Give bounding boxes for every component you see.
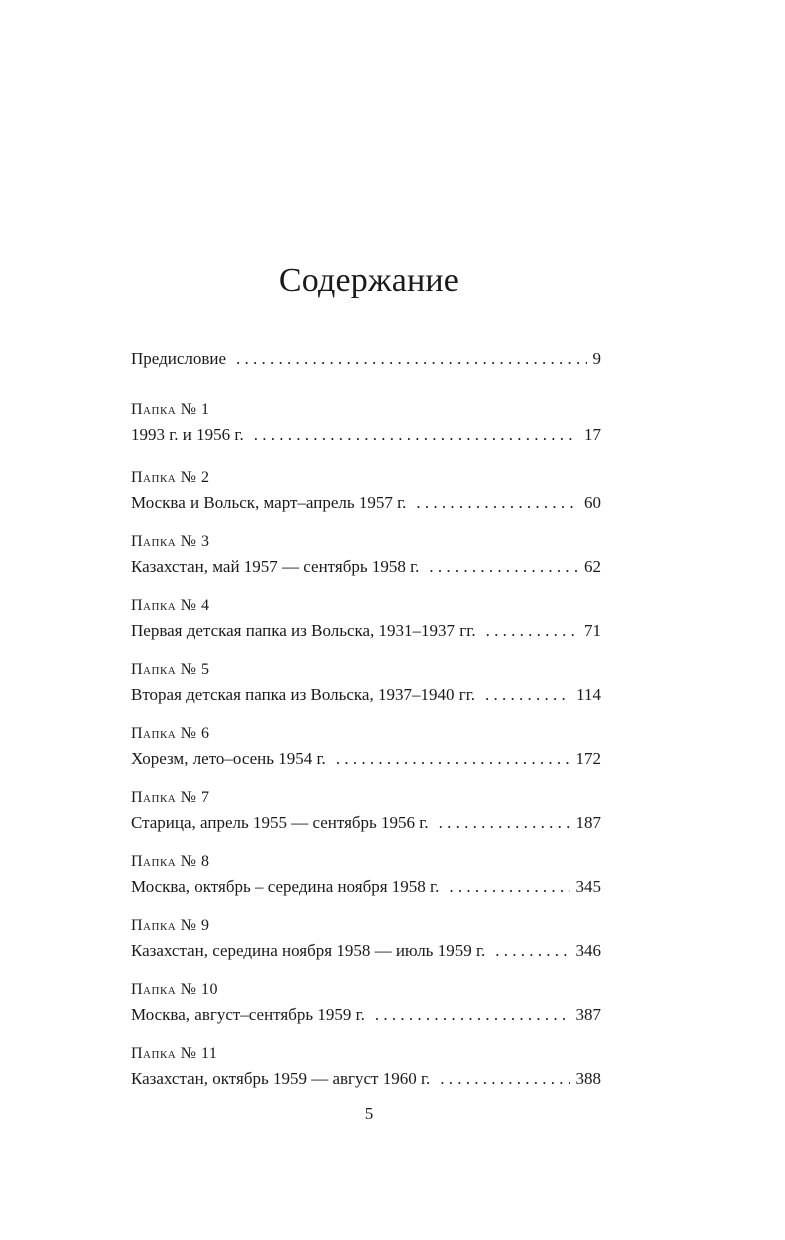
toc-entry-title: Старица, апрель 1955 — сентябрь 1956 г. (131, 813, 429, 832)
toc-entry-folder-1[interactable] (131, 398, 601, 448)
folder-label: Папка № 3 (131, 533, 210, 550)
toc-entry-page: 114 (576, 685, 601, 704)
table-of-contents (131, 346, 601, 1106)
toc-entry-page: 345 (575, 877, 601, 896)
toc-entry-title: Вторая детская папка из Вольска, 1937–1940 гг. (131, 685, 476, 704)
toc-entry-title: Первая детская папка из Вольска, 1931–1937 гг. (131, 621, 476, 640)
page-number: 5 (364, 1104, 374, 1123)
dot-leader (495, 938, 569, 964)
toc-entry-page: 387 (575, 1005, 601, 1024)
folder-label: Папка № 4 (131, 597, 210, 614)
toc-entry-title: Хорезм, лето–осень 1954 г. (131, 749, 326, 768)
toc-entry-title: Москва и Вольск, март–апрель 1957 г. (131, 493, 407, 512)
dot-leader (485, 682, 570, 708)
toc-entry-folder-6[interactable] (131, 722, 601, 772)
folder-label: Папка № 5 (131, 661, 210, 678)
toc-entry-page: 346 (575, 941, 601, 960)
folder-label: Папка № 1 (131, 401, 210, 418)
toc-entry-title: 1993 г. и 1956 г. (131, 425, 244, 444)
dot-leader (486, 618, 578, 644)
toc-entry-folder-11[interactable] (131, 1042, 601, 1092)
dot-leader (236, 346, 586, 372)
toc-entry-page: 60 (584, 493, 601, 512)
dot-leader (440, 1066, 569, 1092)
page-title: Содержание (278, 262, 460, 299)
folder-label: Папка № 10 (131, 981, 218, 998)
dot-leader (336, 746, 570, 772)
toc-entry-title: Казахстан, май 1957 — сентябрь 1958 г. (131, 557, 420, 576)
folder-label: Папка № 7 (131, 789, 210, 806)
toc-entry-folder-9[interactable] (131, 914, 601, 964)
toc-entry-folder-10[interactable] (131, 978, 601, 1028)
folder-label: Папка № 2 (131, 469, 210, 486)
dot-leader (449, 874, 569, 900)
dot-leader (375, 1002, 570, 1028)
toc-entry-folder-5[interactable] (131, 658, 601, 708)
toc-entry-title: Казахстан, октябрь 1959 — август 1960 г. (131, 1069, 431, 1088)
folder-label: Папка № 9 (131, 917, 210, 934)
toc-entry-folder-8[interactable] (131, 850, 601, 900)
folder-label: Папка № 11 (131, 1045, 218, 1062)
toc-entry-folder-3[interactable] (131, 530, 601, 580)
toc-entry-page: 187 (575, 813, 601, 832)
toc-entry-page: 71 (584, 621, 601, 640)
dot-leader (254, 422, 578, 448)
toc-entry-page: 172 (575, 749, 601, 768)
dot-leader (416, 490, 578, 516)
toc-entry-title: Москва, август–сентябрь 1959 г. (131, 1005, 365, 1024)
folder-label: Папка № 6 (131, 725, 210, 742)
toc-entry-folder-2[interactable] (131, 466, 601, 516)
toc-entry-title: Казахстан, середина ноября 1958 — июль 1959 г. (131, 941, 486, 960)
toc-entry-page: 388 (575, 1069, 601, 1088)
toc-entry-page: 9 (592, 349, 601, 368)
dot-leader (439, 810, 570, 836)
toc-entry-page: 62 (584, 557, 601, 576)
toc-entry-page: 17 (584, 425, 601, 444)
toc-entry-preface[interactable] (131, 346, 601, 372)
toc-entry-folder-4[interactable] (131, 594, 601, 644)
dot-leader (429, 554, 578, 580)
toc-entry-title: Москва, октябрь – середина ноября 1958 г. (131, 877, 440, 896)
folder-label: Папка № 8 (131, 853, 210, 870)
toc-entry-title: Предисловие (131, 349, 227, 368)
toc-entry-folder-7[interactable] (131, 786, 601, 836)
